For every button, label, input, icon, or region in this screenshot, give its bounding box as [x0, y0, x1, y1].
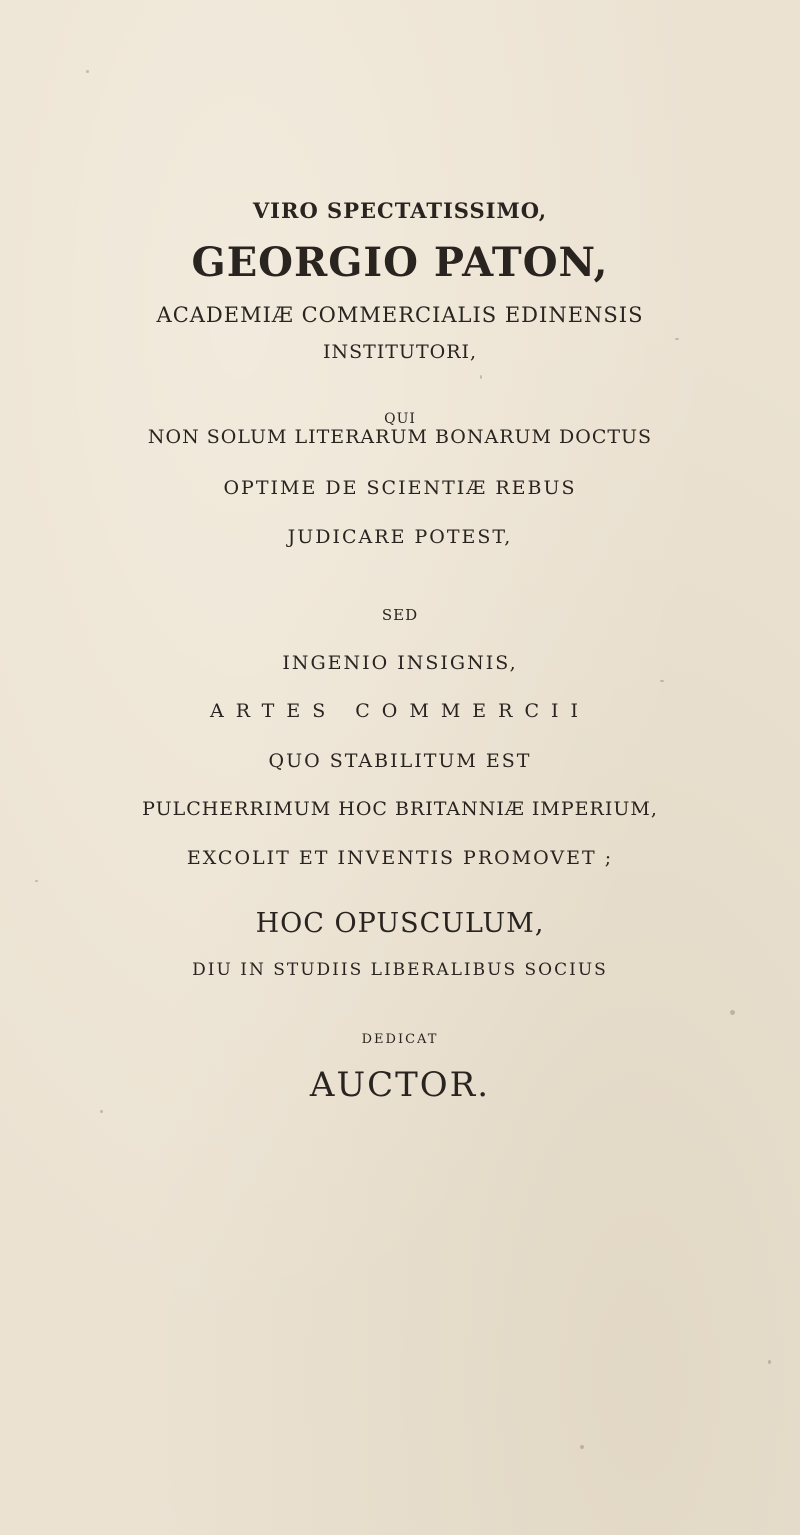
paper-speck: [580, 1445, 584, 1449]
paper-speck: [100, 1110, 103, 1113]
dedicat-word: DEDICAT: [361, 1032, 439, 1047]
paper-speck: [35, 880, 38, 882]
ingenio-line: INGENIO INSIGNIS,: [282, 652, 518, 674]
dedication-salutation: VIRO SPECTATISSIMO,: [252, 198, 548, 223]
paper-speck: [675, 338, 679, 340]
qui-word: QUI: [384, 411, 416, 427]
paper-speck: [480, 375, 482, 379]
paper-speck: [768, 1360, 771, 1364]
socius-line: DIU IN STUDIIS LIBERALIBUS SOCIUS: [192, 960, 608, 980]
quo-line: QUO STABILITUM EST: [268, 750, 532, 772]
auctor-signature: AUCTOR.: [309, 1065, 491, 1105]
institutor-line: INSTITUTORI,: [322, 341, 478, 363]
pulcherrimum-line: PULCHERRIMUM HOC BRITANNIÆ IMPERIUM,: [142, 798, 658, 820]
paper-speck: [730, 1010, 735, 1015]
academy-line: ACADEMIÆ COMMERCIALIS EDINENSIS: [156, 303, 644, 327]
excolit-line: EXCOLIT ET INVENTIS PROMOVET ;: [186, 847, 614, 869]
paper-speck: [86, 70, 89, 73]
non-solum-line: NON SOLUM LITERARUM BONARUM DOCTUS: [147, 426, 653, 448]
artes-line: ARTES COMMERCII: [209, 700, 591, 722]
optime-line: OPTIME DE SCIENTIÆ REBUS: [223, 477, 577, 499]
judicare-line: JUDICARE POTEST,: [287, 526, 513, 548]
opusculum-line: HOC OPUSCULUM,: [255, 908, 545, 939]
dedicatee-name: GEORGIO PATON,: [191, 239, 609, 286]
paper-speck: [660, 680, 664, 682]
sed-word: SED: [381, 606, 419, 624]
